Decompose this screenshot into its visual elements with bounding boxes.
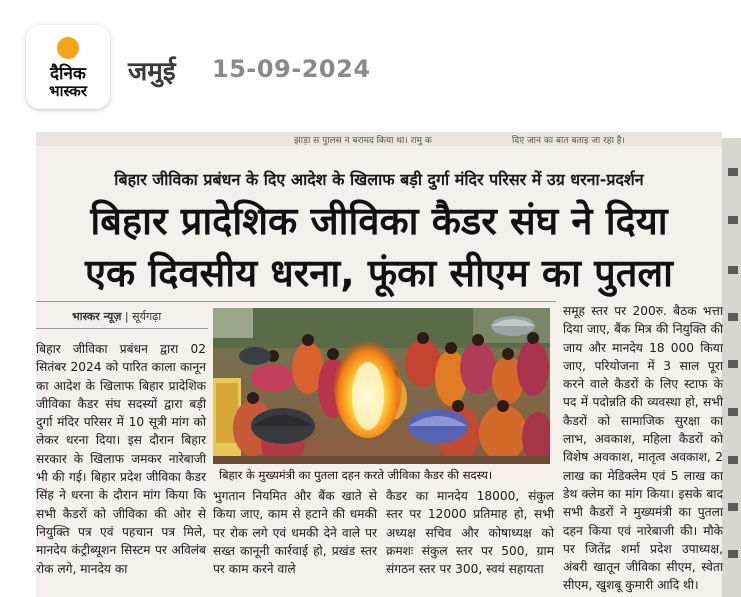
- edition-date: 15-09-2024: [212, 55, 371, 83]
- article-column-4: समूह स्तर पर 200रु. बैठक भत्ता दिया जाए, बैंक मित्र की नियुक्ति की जाय और मानदेय 18 000 किया जाए, परियोजना में 3 साल पूरा करने वाले कैडरों के लिए स्टाफ के पद में पदोन्नति की व्यवस्था हो, सभी कैडरों को सामाजिक सुरक्षा का लाभ, अवकाश, महिला कैडरों को विशेष अवकाश, मातृत्व अवकाश, 2 लाख का मेडिक्लेम एवं 5 लाख का डेथ क्लेम का मांग किया। इसके बाद सभी कैडरों ने मुख्यमंत्री का पुतला दहन किया एवं नारेबाजी की। मौके पर जितेंद्र शर्मा प्रदेश उपाध्यक्ष, अंबरी खातून जीविका सीएम, स्वेता सीएम, खुशबू कुमारी आदि थी।: [563, 304, 723, 593]
- logo-text-line1: दैनिक: [50, 64, 86, 84]
- article-column-1: बिहार जीविका प्रबंधन द्वारा 02 सितंबर 2024 को पारित काला कानून का आदेश के खिलाफ बिहार प्रादेशिक जीविका कैडर संघ सदस्यों द्वारा बड़ी दुर्गा मंदिर परिसर में 10 सूत्री मांग को लेकर धरना दिया। इस दौरान बिहार सरकार के खिलाफ जमकर नारेबाजी भी की गई। बिहार प्रदेश जीविका कैडर सिंह ने धरना के दौरान मांग किया कि सभी कैडरों को जीविका की ओर से नियुक्ति पत्र एवं पहचान पत्र मिले, मानदेय कंट्रीब्यूशन सिस्टम पर अविलंब रोक लगे, मानदेय का: [36, 342, 206, 576]
- edition-city: जमुई: [128, 57, 176, 87]
- headline-line2: एक दिवसीय धरना, फूंका सीएम का पुतला: [84, 251, 674, 295]
- protest-photo-image: [213, 308, 550, 464]
- cut-text-1: झाड़ा स पुालस न बरामद किया था। रामु क: [294, 136, 432, 146]
- page-edge: [722, 138, 741, 597]
- article-column-2: भुगतान नियमित और बैंक खाते से किया जाए, काम से हटाने की धमकी पर रोक लगे एवं धमकी देने वाले पर सख्त कानूनी कार्रवाई हो, प्रखंड स्तर पर काम करने वाले: [213, 489, 377, 577]
- protest-photo: [213, 308, 550, 464]
- divider: [36, 328, 208, 329]
- byline-place: सूर्यगढ़ा: [132, 310, 162, 323]
- dainik-bhaskar-logo[interactable]: [26, 25, 110, 109]
- photo-caption: बिहार के मुख्यमंत्री का पुतला दहन करते जीविका कैडर की सदस्य।: [213, 466, 550, 484]
- byline-source: भास्कर न्यूज़: [72, 310, 122, 323]
- cut-previous-article: [36, 132, 722, 146]
- cut-text-2: दिए जान का बात बताइ जा रहा है।: [512, 136, 625, 146]
- app-header: [0, 0, 741, 132]
- article-kicker: बिहार जीविका प्रबंधन के दिए आदेश के खिलाफ बड़ी दुर्गा मंदिर परिसर में उग्र धरना-प्रदर्शन: [114, 170, 644, 189]
- logo-text-line2: भास्कर: [49, 82, 87, 100]
- divider: [36, 301, 556, 302]
- sun-icon: [57, 37, 79, 59]
- headline-line1: बिहार प्रादेशिक जीविका कैडर संघ ने दिया: [90, 199, 668, 243]
- byline: भास्कर न्यूज़ | सूर्यगढ़ा: [72, 310, 162, 323]
- article-column-3: कैडर का मानदेय 18000, संकुल स्तर पर 12000 प्रतिमाह हो, सभी अध्यक्ष सचिव और कोषाध्यक्ष को क्रमशः संकुल स्तर पर 500, ग्राम संगठन स्तर पर 300, स्वयं सहायता: [386, 489, 554, 577]
